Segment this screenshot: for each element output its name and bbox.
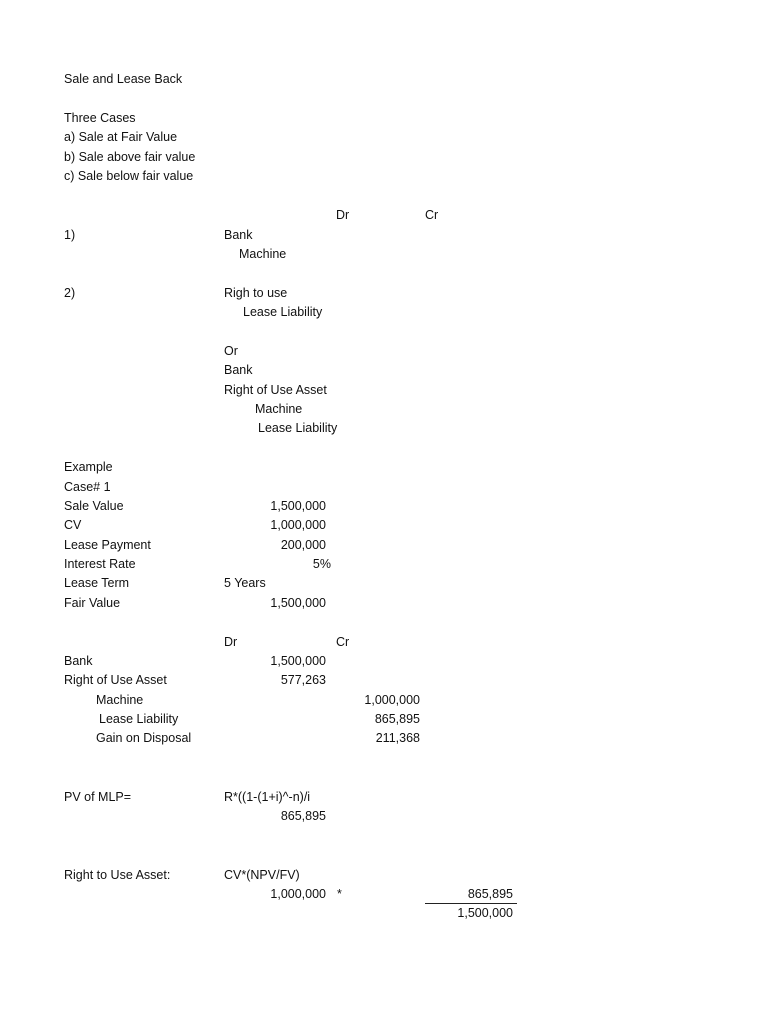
journal-account: Bank bbox=[64, 654, 93, 668]
cr-header: Cr bbox=[425, 208, 439, 222]
example-value: 5% bbox=[312, 557, 331, 571]
example-label: Sale Value bbox=[64, 499, 124, 513]
example-label: Fair Value bbox=[64, 596, 121, 610]
example-label: Lease Payment bbox=[64, 538, 151, 552]
cases-heading: Three Cases bbox=[64, 111, 136, 125]
case-b: b) Sale above fair value bbox=[64, 150, 196, 164]
entry-1-credit: Machine bbox=[239, 247, 287, 261]
entry-2-number: 2) bbox=[64, 286, 76, 300]
journal-cr-amount: 1,000,000 bbox=[364, 693, 420, 707]
journal-dr-amount: 1,500,000 bbox=[270, 654, 326, 668]
rou-label: Right to Use Asset: bbox=[64, 868, 171, 882]
pv-formula: R*((1-(1+i)^-n)/i bbox=[224, 790, 311, 804]
example-heading: Example bbox=[64, 460, 113, 474]
entry-1-debit: Bank bbox=[224, 228, 253, 242]
example-label: CV bbox=[64, 518, 82, 532]
journal-cr-amount: 865,895 bbox=[374, 712, 420, 726]
or-label: Or bbox=[224, 344, 238, 358]
journal-account: Right of Use Asset bbox=[64, 673, 167, 687]
rou-formula: CV*(NPV/FV) bbox=[224, 868, 300, 882]
journal-account: Gain on Disposal bbox=[96, 731, 192, 745]
rou-numerator: 865,895 bbox=[467, 887, 513, 901]
entry-1-number: 1) bbox=[64, 228, 76, 242]
pv-label: PV of MLP= bbox=[64, 790, 132, 804]
entry-2-debit: Righ to use bbox=[224, 286, 288, 300]
journal-cr-amount: 211,368 bbox=[375, 731, 420, 745]
case-c: c) Sale below fair value bbox=[64, 169, 194, 183]
alt-machine: Machine bbox=[255, 402, 303, 416]
example-value: 200,000 bbox=[280, 538, 326, 552]
example-value: 1,500,000 bbox=[270, 596, 326, 610]
dr-header: Dr bbox=[336, 208, 350, 222]
example-label: Interest Rate bbox=[64, 557, 136, 571]
journal-account: Machine bbox=[96, 693, 144, 707]
alt-lease-liability: Lease Liability bbox=[258, 421, 338, 435]
multiply-symbol: * bbox=[337, 887, 342, 901]
fraction-rule bbox=[425, 903, 517, 904]
journal-account: Lease Liability bbox=[99, 712, 179, 726]
example-value: 1,500,000 bbox=[270, 499, 326, 513]
example-label: Lease Term bbox=[64, 576, 130, 590]
dr-header-2: Dr bbox=[224, 635, 238, 649]
cr-header-2: Cr bbox=[336, 635, 350, 649]
case-a: a) Sale at Fair Value bbox=[64, 130, 178, 144]
rou-denominator: 1,500,000 bbox=[457, 906, 513, 920]
example-value: 5 Years bbox=[224, 576, 266, 590]
example-case: Case# 1 bbox=[64, 480, 111, 494]
pv-value: 865,895 bbox=[280, 809, 326, 823]
page-title: Sale and Lease Back bbox=[64, 72, 183, 86]
alt-rou-asset: Right of Use Asset bbox=[224, 383, 327, 397]
entry-2-credit: Lease Liability bbox=[243, 305, 323, 319]
rou-cv: 1,000,000 bbox=[270, 887, 326, 901]
example-value: 1,000,000 bbox=[270, 518, 326, 532]
alt-bank: Bank bbox=[224, 363, 253, 377]
journal-dr-amount: 577,263 bbox=[280, 673, 326, 687]
